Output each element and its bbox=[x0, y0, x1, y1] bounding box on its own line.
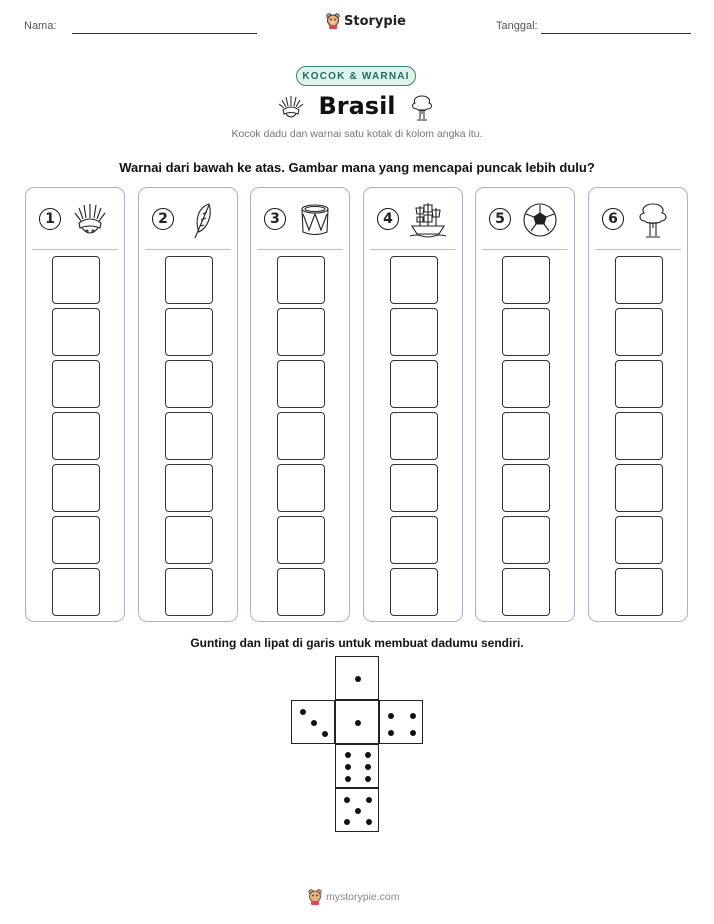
column-divider bbox=[370, 249, 456, 250]
color-box[interactable] bbox=[390, 308, 438, 356]
column-3 bbox=[250, 187, 350, 622]
column-divider bbox=[482, 249, 568, 250]
brand-logo bbox=[326, 13, 406, 29]
color-box[interactable] bbox=[390, 360, 438, 408]
color-box[interactable] bbox=[502, 256, 550, 304]
color-box[interactable] bbox=[502, 360, 550, 408]
column-number: 3 bbox=[264, 208, 286, 230]
color-box[interactable] bbox=[277, 308, 325, 356]
color-box[interactable] bbox=[615, 516, 663, 564]
subtitle: Kocok dadu dan warnai satu kotak di kolom angka itu. bbox=[231, 128, 483, 140]
die-pip bbox=[365, 776, 371, 782]
color-box[interactable] bbox=[52, 568, 100, 616]
feather-icon bbox=[183, 200, 223, 240]
soccer-ball-icon bbox=[520, 200, 560, 240]
tree-icon bbox=[408, 92, 436, 122]
color-box[interactable] bbox=[165, 256, 213, 304]
color-box[interactable] bbox=[52, 360, 100, 408]
column-1 bbox=[25, 187, 125, 622]
footer-url: mystorypie.com bbox=[326, 891, 400, 903]
color-box[interactable] bbox=[277, 412, 325, 460]
color-box[interactable] bbox=[277, 256, 325, 304]
color-box[interactable] bbox=[165, 308, 213, 356]
color-box[interactable] bbox=[615, 412, 663, 460]
color-box[interactable] bbox=[615, 568, 663, 616]
page-title: Brasil bbox=[318, 92, 396, 120]
color-box[interactable] bbox=[615, 464, 663, 512]
color-box[interactable] bbox=[390, 412, 438, 460]
color-box[interactable] bbox=[615, 360, 663, 408]
column-2 bbox=[138, 187, 238, 622]
color-box[interactable] bbox=[390, 464, 438, 512]
color-box[interactable] bbox=[502, 464, 550, 512]
ship-icon bbox=[408, 200, 448, 240]
color-box[interactable] bbox=[390, 256, 438, 304]
color-box[interactable] bbox=[165, 360, 213, 408]
die-pip bbox=[366, 819, 372, 825]
die-pip bbox=[344, 797, 350, 803]
color-box[interactable] bbox=[52, 412, 100, 460]
color-box[interactable] bbox=[615, 308, 663, 356]
color-box[interactable] bbox=[165, 412, 213, 460]
die-pip bbox=[388, 730, 394, 736]
date-line[interactable] bbox=[541, 33, 691, 34]
column-number: 1 bbox=[39, 208, 61, 230]
die-face bbox=[335, 700, 379, 744]
cut-instruction: Gunting dan lipat di garis untuk membuat dadumu sendiri. bbox=[190, 636, 524, 650]
color-box[interactable] bbox=[52, 464, 100, 512]
column-divider bbox=[145, 249, 231, 250]
color-box[interactable] bbox=[52, 516, 100, 564]
die-face bbox=[379, 700, 423, 744]
column-number: 4 bbox=[377, 208, 399, 230]
color-box[interactable] bbox=[277, 360, 325, 408]
die-face bbox=[291, 700, 335, 744]
color-box[interactable] bbox=[277, 568, 325, 616]
column-4 bbox=[363, 187, 463, 622]
bear-mascot-icon bbox=[326, 13, 340, 29]
die-pip bbox=[345, 764, 351, 770]
die-pip bbox=[410, 730, 416, 736]
column-5 bbox=[475, 187, 575, 622]
die-pip bbox=[366, 797, 372, 803]
drum-icon bbox=[295, 200, 335, 240]
die-face bbox=[335, 744, 379, 788]
color-box[interactable] bbox=[502, 412, 550, 460]
color-box[interactable] bbox=[502, 308, 550, 356]
die-face bbox=[335, 788, 379, 832]
column-number: 2 bbox=[152, 208, 174, 230]
die-pip bbox=[355, 720, 361, 726]
column-number: 5 bbox=[489, 208, 511, 230]
headdress-icon bbox=[70, 200, 110, 240]
die-pip bbox=[365, 764, 371, 770]
bear-mascot-icon bbox=[308, 889, 322, 905]
die-pip bbox=[410, 713, 416, 719]
column-number: 6 bbox=[602, 208, 624, 230]
column-divider bbox=[595, 249, 681, 250]
activity-badge: KOCOK & WARNAI bbox=[296, 66, 416, 86]
column-6 bbox=[588, 187, 688, 622]
column-divider bbox=[257, 249, 343, 250]
color-box[interactable] bbox=[502, 568, 550, 616]
color-box[interactable] bbox=[52, 256, 100, 304]
die-pip bbox=[355, 676, 361, 682]
color-box[interactable] bbox=[390, 516, 438, 564]
color-box[interactable] bbox=[277, 464, 325, 512]
die-pip bbox=[345, 752, 351, 758]
instruction-text: Warnai dari bawah ke atas. Gambar mana yang mencapai puncak lebih dulu? bbox=[119, 160, 595, 175]
die-pip bbox=[388, 713, 394, 719]
name-line[interactable] bbox=[72, 33, 257, 34]
die-face bbox=[335, 656, 379, 700]
die-pip bbox=[344, 819, 350, 825]
color-box[interactable] bbox=[165, 568, 213, 616]
date-label: Tanggal: bbox=[496, 20, 538, 32]
die-pip bbox=[311, 720, 317, 726]
tree-icon bbox=[633, 200, 673, 240]
color-box[interactable] bbox=[277, 516, 325, 564]
color-box[interactable] bbox=[502, 516, 550, 564]
color-box[interactable] bbox=[52, 308, 100, 356]
name-label: Nama: bbox=[24, 20, 57, 32]
color-box[interactable] bbox=[615, 256, 663, 304]
column-divider bbox=[32, 249, 118, 250]
die-pip bbox=[355, 808, 361, 814]
brand-name: Storypie bbox=[344, 13, 406, 29]
color-box[interactable] bbox=[390, 568, 438, 616]
die-pip bbox=[322, 731, 328, 737]
color-box[interactable] bbox=[165, 516, 213, 564]
die-pip bbox=[300, 709, 306, 715]
color-box[interactable] bbox=[165, 464, 213, 512]
footer bbox=[308, 889, 400, 905]
die-pip bbox=[345, 776, 351, 782]
die-pip bbox=[365, 752, 371, 758]
